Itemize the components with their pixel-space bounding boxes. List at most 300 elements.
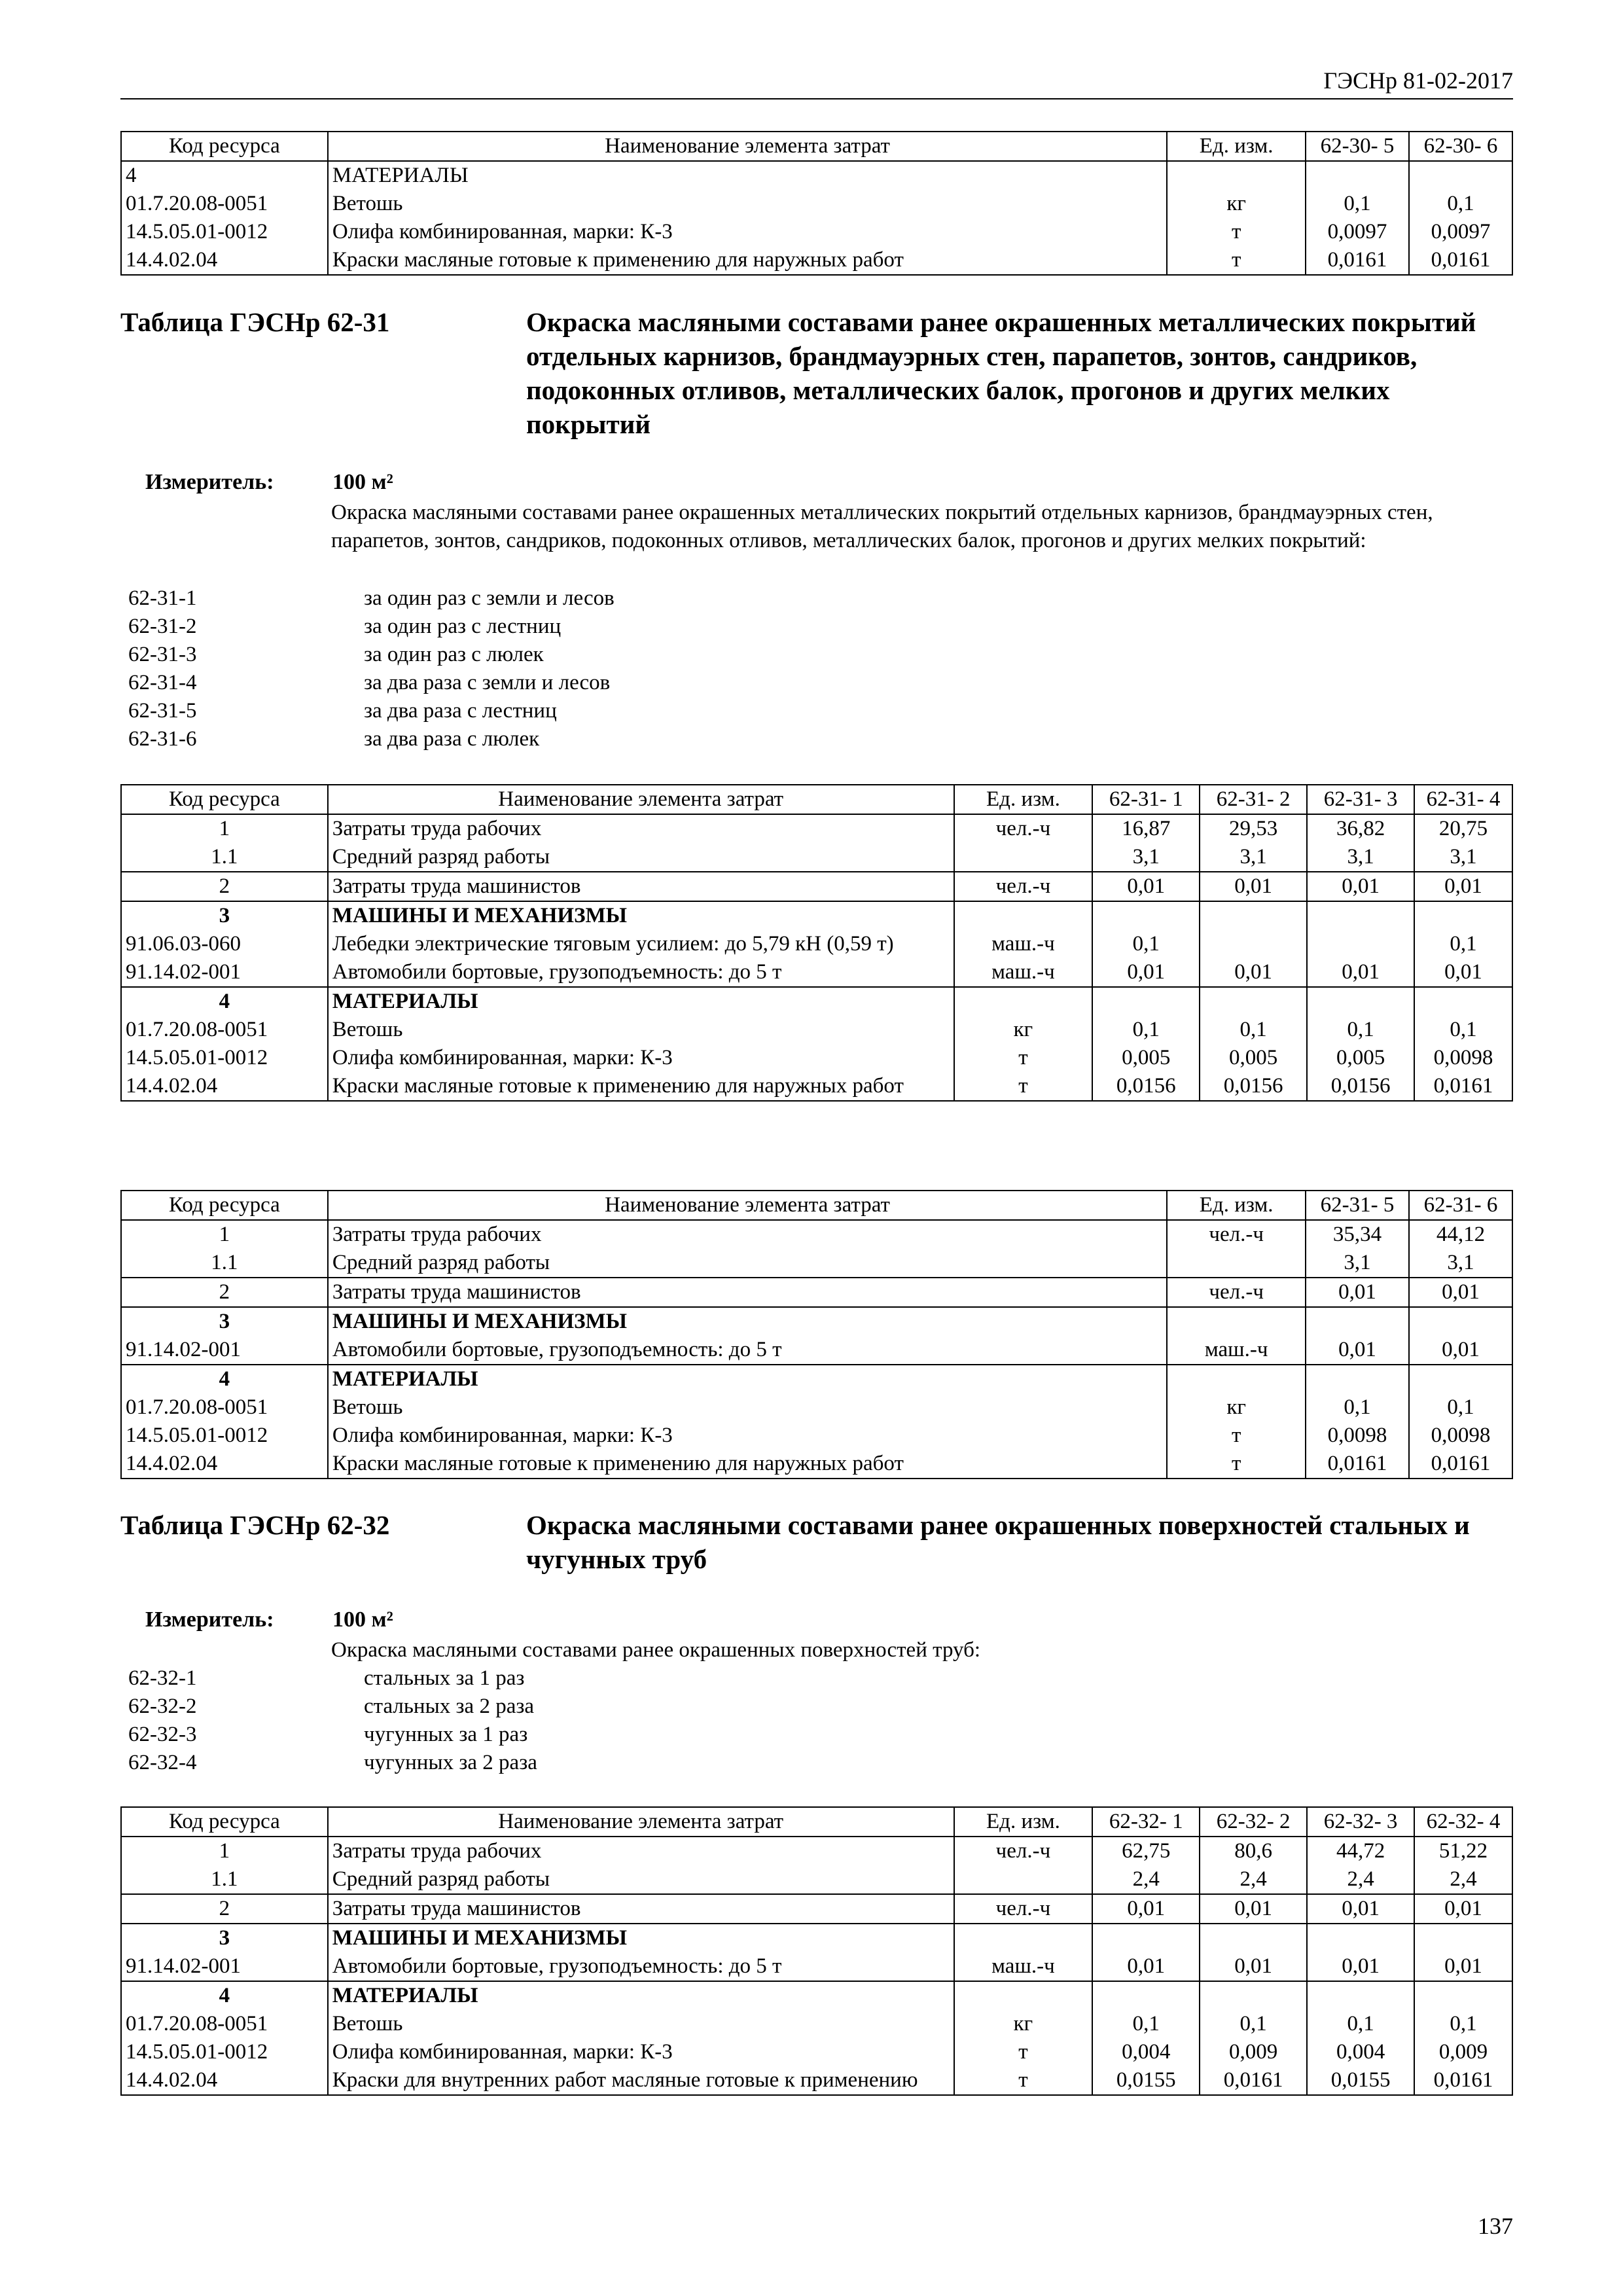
norm-value: 0,0161: [1200, 2066, 1307, 2095]
cost-element-name: Ветошь: [328, 1016, 954, 1044]
norm-value: [1306, 1307, 1409, 1336]
table-row: [121, 930, 1512, 958]
cost-element-name: Олифа комбинированная, марки: К-3: [328, 218, 1167, 246]
resource-code: 91.06.03-060: [121, 930, 328, 958]
cost-element-name: Автомобили бортовые, грузоподъемность: до 5 т: [328, 1336, 1167, 1365]
column-header: Код ресурса: [121, 1807, 328, 1837]
work-item-code: 62-31-6: [128, 727, 197, 751]
norm-value: [1306, 161, 1409, 190]
table-62-31-5-6: [120, 1190, 1513, 1479]
unit-of-measure: [1167, 161, 1306, 190]
table-row: [121, 218, 1512, 246]
norm-value: 0,1: [1307, 2010, 1414, 2038]
norm-value: 3,1: [1092, 843, 1200, 872]
unit-of-measure: [1167, 1307, 1306, 1336]
column-header: Код ресурса: [121, 785, 328, 814]
norm-value: [1307, 987, 1414, 1016]
work-item: [128, 725, 615, 753]
column-header: 62-30- 5: [1306, 132, 1409, 161]
unit-of-measure: [954, 1981, 1093, 2010]
norm-value: [1307, 1981, 1414, 2010]
resource-code: 1.1: [121, 1865, 328, 1894]
norm-value: 0,0097: [1306, 218, 1409, 246]
work-item-code: 62-32-3: [128, 1723, 197, 1746]
norm-value: 0,01: [1307, 1894, 1414, 1924]
norm-value: [1414, 901, 1512, 930]
norm-value: 0,01: [1306, 1278, 1409, 1307]
table-header-row: [121, 1807, 1512, 1837]
resource-code: 91.14.02-001: [121, 1336, 328, 1365]
unit-of-measure: кг: [1167, 190, 1306, 218]
column-header: 62-32- 1: [1092, 1807, 1200, 1837]
norm-value: 0,1: [1092, 930, 1200, 958]
norm-value: 0,1: [1306, 190, 1409, 218]
norm-value: [1414, 1924, 1512, 1952]
work-item: [128, 1664, 537, 1693]
resource-code: 14.4.02.04: [121, 1072, 328, 1101]
column-header: Ед. изм.: [954, 1807, 1093, 1837]
work-item: [128, 641, 615, 669]
norm-value: 2,4: [1092, 1865, 1200, 1894]
norm-value: 0,1: [1414, 1016, 1512, 1044]
norm-value: 0,1: [1200, 1016, 1307, 1044]
norm-value: [1307, 930, 1414, 958]
cost-element-name: Олифа комбинированная, марки: К-3: [328, 2038, 954, 2066]
resource-code: 4: [121, 1365, 328, 1393]
table-row: [121, 1336, 1512, 1365]
resource-code: 91.14.02-001: [121, 1952, 328, 1981]
norm-value: 29,53: [1200, 814, 1307, 843]
norm-value: 0,01: [1306, 1336, 1409, 1365]
norm-value: 0,009: [1200, 2038, 1307, 2066]
cost-element-name: Краски для внутренних работ масляные готовые к применению: [328, 2066, 954, 2095]
unit-of-measure: маш.-ч: [954, 1952, 1093, 1981]
table-header-row: [121, 1191, 1512, 1220]
norm-value: 0,0155: [1092, 2066, 1200, 2095]
resource-code: 4: [121, 987, 328, 1016]
norm-value: 0,01: [1409, 1278, 1512, 1307]
table-row: [121, 1393, 1512, 1422]
column-header: Наименование элемента затрат: [328, 1807, 954, 1837]
norm-value: 0,01: [1414, 872, 1512, 901]
work-item-text: стальных за 2 раза: [364, 1695, 535, 1718]
measure-description: Окраска масляными составами ранее окрашенных поверхностей труб:: [331, 1638, 981, 1662]
measure-description: Окраска масляными составами ранее окрашенных металлических покрытий отдельных карнизов, брандмауэрных стен, парапетов, зонтов, сандриков, подоконных отливов, металлических балок, прогонов и других мелких покрытий:: [331, 501, 1433, 552]
cost-element-name: Затраты труда рабочих: [328, 814, 954, 843]
column-header: 62-32- 2: [1200, 1807, 1307, 1837]
work-item: [128, 669, 615, 697]
table-row: [121, 1307, 1512, 1336]
table-row: [121, 814, 1512, 843]
cost-element-name: Средний разряд работы: [328, 1865, 954, 1894]
unit-of-measure: чел.-ч: [1167, 1278, 1306, 1307]
measure-label: Измеритель:: [145, 1607, 274, 1632]
work-item-code: 62-31-5: [128, 699, 197, 723]
norm-value: 51,22: [1414, 1837, 1512, 1865]
unit-of-measure: маш.-ч: [954, 930, 1093, 958]
norm-value: 0,005: [1307, 1044, 1414, 1072]
table-row: [121, 843, 1512, 872]
table-62-31-heading: Окраска масляными составами ранее окрашенных металлических покрытий отдельных карнизов, брандмауэрных стен, парапетов, зонтов, сандриков, подоконных отливов, металлических балок, прогонов и других мелких покрытий: [526, 307, 1476, 439]
cost-element-name: МАШИНЫ И МЕХАНИЗМЫ: [328, 1924, 954, 1952]
column-header: 62-32- 3: [1307, 1807, 1414, 1837]
norm-value: [1306, 1365, 1409, 1393]
unit-of-measure: [1167, 1365, 1306, 1393]
norm-value: 0,0098: [1414, 1044, 1512, 1072]
work-item: [128, 1721, 537, 1749]
norm-value: 44,12: [1409, 1220, 1512, 1249]
norm-value: 16,87: [1092, 814, 1200, 843]
cost-element-name: Затраты труда машинистов: [328, 1278, 1167, 1307]
cost-element-name: Краски масляные готовые к применению для наружных работ: [328, 1072, 954, 1101]
norm-value: [1414, 1981, 1512, 2010]
cost-element-name: Лебедки электрические тяговым усилием: до 5,79 кН (0,59 т): [328, 930, 954, 958]
cost-element-name: Затраты труда машинистов: [328, 872, 954, 901]
norm-value: [1200, 930, 1307, 958]
norm-value: 0,01: [1200, 958, 1307, 987]
unit-of-measure: маш.-ч: [954, 958, 1093, 987]
resource-code: 01.7.20.08-0051: [121, 1016, 328, 1044]
norm-value: 62,75: [1092, 1837, 1200, 1865]
norm-value: 35,34: [1306, 1220, 1409, 1249]
norm-value: 3,1: [1200, 843, 1307, 872]
cost-element-name: Ветошь: [328, 190, 1167, 218]
table-row: [121, 1016, 1512, 1044]
norm-value: 0,0097: [1409, 218, 1512, 246]
standard-code: ГЭСНр 81-02-2017: [1323, 67, 1513, 94]
table-row: [121, 2010, 1512, 2038]
norm-value: 0,1: [1414, 930, 1512, 958]
table-row: [121, 190, 1512, 218]
table-row: [121, 872, 1512, 901]
resource-code: 2: [121, 1278, 328, 1307]
work-items-list: [128, 1664, 537, 1777]
measure-label: Измеритель:: [145, 470, 274, 494]
unit-of-measure: чел.-ч: [954, 872, 1093, 901]
norm-value: 0,0161: [1409, 246, 1512, 275]
norm-value: 0,0156: [1200, 1072, 1307, 1101]
table-row: [121, 1924, 1512, 1952]
unit-of-measure: кг: [1167, 1393, 1306, 1422]
work-item-code: 62-31-3: [128, 643, 197, 666]
column-header: 62-31- 5: [1306, 1191, 1409, 1220]
cost-element-name: Затраты труда рабочих: [328, 1220, 1167, 1249]
norm-value: [1307, 901, 1414, 930]
cost-element-name: Ветошь: [328, 1393, 1167, 1422]
column-header: Код ресурса: [121, 1191, 328, 1220]
norm-value: 0,005: [1092, 1044, 1200, 1072]
table-62-31-title: Таблица ГЭСНр 62-31: [120, 307, 390, 337]
resource-code: 2: [121, 872, 328, 901]
table-row: [121, 2038, 1512, 2066]
norm-value: 0,1: [1200, 2010, 1307, 2038]
norm-value: 0,01: [1307, 872, 1414, 901]
table-row: [121, 1249, 1512, 1278]
norm-value: 0,0098: [1409, 1422, 1512, 1450]
table-row: [121, 1865, 1512, 1894]
table-row: [121, 1044, 1512, 1072]
work-item: [128, 1693, 537, 1721]
work-item-text: стальных за 1 раз: [364, 1666, 525, 1690]
norm-value: [1092, 901, 1200, 930]
norm-value: 0,01: [1307, 958, 1414, 987]
table-62-32: [120, 1806, 1513, 2096]
norm-value: 0,01: [1414, 958, 1512, 987]
resource-code: 1: [121, 1837, 328, 1865]
unit-of-measure: [954, 901, 1093, 930]
table-row: [121, 2066, 1512, 2095]
column-header: Наименование элемента затрат: [328, 785, 954, 814]
norm-value: 36,82: [1307, 814, 1414, 843]
cost-element-name: Затраты труда машинистов: [328, 1894, 954, 1924]
norm-value: 0,01: [1409, 1336, 1512, 1365]
work-item-text: за один раз с лестниц: [364, 615, 562, 638]
norm-value: 3,1: [1306, 1249, 1409, 1278]
norm-value: 3,1: [1307, 843, 1414, 872]
unit-of-measure: [954, 843, 1093, 872]
page-number: 137: [1478, 2213, 1513, 2239]
unit-of-measure: т: [954, 2038, 1093, 2066]
cost-element-name: Автомобили бортовые, грузоподъемность: до 5 т: [328, 958, 954, 987]
unit-of-measure: [1167, 1249, 1306, 1278]
resource-code: 91.14.02-001: [121, 958, 328, 987]
norm-value: [1414, 987, 1512, 1016]
norm-value: 0,0161: [1409, 1450, 1512, 1479]
norm-value: 0,01: [1307, 1952, 1414, 1981]
unit-of-measure: чел.-ч: [1167, 1220, 1306, 1249]
cost-element-name: Автомобили бортовые, грузоподъемность: до 5 т: [328, 1952, 954, 1981]
resource-code: 4: [121, 161, 328, 190]
norm-value: 2,4: [1414, 1865, 1512, 1894]
norm-value: 0,01: [1414, 1952, 1512, 1981]
norm-value: 0,01: [1200, 1894, 1307, 1924]
table-62-32-heading: Окраска масляными составами ранее окрашенных поверхностей стальных и чугунных труб: [526, 1510, 1470, 1574]
resource-code: 14.5.05.01-0012: [121, 1044, 328, 1072]
resource-code: 01.7.20.08-0051: [121, 2010, 328, 2038]
norm-value: 0,01: [1092, 1952, 1200, 1981]
norm-value: 0,009: [1414, 2038, 1512, 2066]
norm-value: [1200, 1924, 1307, 1952]
norm-value: 20,75: [1414, 814, 1512, 843]
norm-value: 0,0156: [1092, 1072, 1200, 1101]
unit-of-measure: кг: [954, 1016, 1093, 1044]
unit-of-measure: [954, 987, 1093, 1016]
work-item-text: за два раза с люлек: [364, 727, 540, 751]
norm-value: 0,01: [1200, 1952, 1307, 1981]
resource-code: 3: [121, 1307, 328, 1336]
page-header: [120, 64, 1513, 99]
cost-element-name: Затраты труда рабочих: [328, 1837, 954, 1865]
cost-element-name: МАТЕРИАЛЫ: [328, 987, 954, 1016]
column-header: Наименование элемента затрат: [328, 132, 1167, 161]
table-row: [121, 1952, 1512, 1981]
resource-code: 1.1: [121, 843, 328, 872]
norm-value: 80,6: [1200, 1837, 1307, 1865]
table-row: [121, 987, 1512, 1016]
table-row: [121, 161, 1512, 190]
resource-code: 14.5.05.01-0012: [121, 218, 328, 246]
cost-element-name: Средний разряд работы: [328, 1249, 1167, 1278]
table-row: [121, 1450, 1512, 1479]
unit-of-measure: [954, 1924, 1093, 1952]
work-items-list: [128, 584, 615, 753]
work-item: [128, 1749, 537, 1777]
resource-code: 14.5.05.01-0012: [121, 1422, 328, 1450]
norm-value: 0,0161: [1306, 1450, 1409, 1479]
norm-value: [1200, 987, 1307, 1016]
column-header: Ед. изм.: [1167, 1191, 1306, 1220]
table-row: [121, 246, 1512, 275]
norm-value: 0,0161: [1414, 2066, 1512, 2095]
table-row: [121, 1894, 1512, 1924]
table-row: [121, 1837, 1512, 1865]
column-header: Код ресурса: [121, 132, 328, 161]
unit-of-measure: т: [954, 1044, 1093, 1072]
resource-code: 3: [121, 901, 328, 930]
cost-element-name: МАШИНЫ И МЕХАНИЗМЫ: [328, 1307, 1167, 1336]
table-row: [121, 1072, 1512, 1101]
unit-of-measure: т: [1167, 246, 1306, 275]
resource-code: 01.7.20.08-0051: [121, 1393, 328, 1422]
norm-value: 44,72: [1307, 1837, 1414, 1865]
norm-value: 2,4: [1200, 1865, 1307, 1894]
unit-of-measure: чел.-ч: [954, 1837, 1093, 1865]
cost-element-name: Краски масляные готовые к применению для наружных работ: [328, 246, 1167, 275]
work-item-code: 62-32-1: [128, 1666, 197, 1690]
unit-of-measure: кг: [954, 2010, 1093, 2038]
table-row: [121, 1981, 1512, 2010]
cost-element-name: МАТЕРИАЛЫ: [328, 1981, 954, 2010]
column-header: 62-31- 2: [1200, 785, 1307, 814]
work-item-code: 62-31-2: [128, 615, 197, 638]
table-row: [121, 1278, 1512, 1307]
resource-code: 14.4.02.04: [121, 2066, 328, 2095]
norm-value: 0,0098: [1306, 1422, 1409, 1450]
work-item-text: чугунных за 1 раз: [364, 1723, 528, 1746]
table-header-row: [121, 785, 1512, 814]
norm-value: 0,1: [1307, 1016, 1414, 1044]
norm-value: 0,01: [1092, 1894, 1200, 1924]
norm-value: 0,0155: [1307, 2066, 1414, 2095]
resource-code: 14.5.05.01-0012: [121, 2038, 328, 2066]
table-62-31-1-4: [120, 784, 1513, 1102]
column-header: Наименование элемента затрат: [328, 1191, 1167, 1220]
resource-code: 3: [121, 1924, 328, 1952]
work-item-code: 62-31-1: [128, 586, 197, 610]
norm-value: 0,01: [1092, 958, 1200, 987]
cost-element-name: МАТЕРИАЛЫ: [328, 1365, 1167, 1393]
table-row: [121, 958, 1512, 987]
work-item: [128, 584, 615, 613]
column-header: Ед. изм.: [1167, 132, 1306, 161]
work-item-code: 62-32-4: [128, 1751, 197, 1774]
resource-code: 14.4.02.04: [121, 246, 328, 275]
table-row: [121, 1365, 1512, 1393]
norm-value: 3,1: [1409, 1249, 1512, 1278]
norm-value: 2,4: [1307, 1865, 1414, 1894]
resource-code: 14.4.02.04: [121, 1450, 328, 1479]
norm-value: 0,1: [1409, 190, 1512, 218]
resource-code: 1: [121, 814, 328, 843]
norm-value: [1092, 987, 1200, 1016]
cost-element-name: МАТЕРИАЛЫ: [328, 161, 1167, 190]
norm-value: [1092, 1981, 1200, 2010]
norm-value: 0,004: [1092, 2038, 1200, 2066]
resource-code: 1: [121, 1220, 328, 1249]
unit-of-measure: т: [954, 2066, 1093, 2095]
norm-value: 0,01: [1414, 1894, 1512, 1924]
norm-value: 0,1: [1092, 2010, 1200, 2038]
norm-value: 0,1: [1414, 2010, 1512, 2038]
work-item-text: за один раз с земли и лесов: [364, 586, 615, 610]
work-item-text: за два раза с лестниц: [364, 699, 557, 723]
measure-unit: 100 м²: [332, 470, 393, 494]
resource-code: 01.7.20.08-0051: [121, 190, 328, 218]
norm-value: 0,01: [1200, 872, 1307, 901]
norm-value: [1200, 901, 1307, 930]
table-row: [121, 1422, 1512, 1450]
norm-value: 0,1: [1092, 1016, 1200, 1044]
cost-element-name: Средний разряд работы: [328, 843, 954, 872]
cost-element-name: Олифа комбинированная, марки: К-3: [328, 1422, 1167, 1450]
resource-code: 2: [121, 1894, 328, 1924]
table-row: [121, 1220, 1512, 1249]
norm-value: 0,0156: [1307, 1072, 1414, 1101]
norm-value: [1409, 161, 1512, 190]
norm-value: [1092, 1924, 1200, 1952]
norm-value: 3,1: [1414, 843, 1512, 872]
work-item-code: 62-32-2: [128, 1695, 197, 1718]
column-header: 62-31- 3: [1307, 785, 1414, 814]
norm-value: [1200, 1981, 1307, 2010]
cost-element-name: Ветошь: [328, 2010, 954, 2038]
resource-code: 4: [121, 1981, 328, 2010]
norm-value: 0,004: [1307, 2038, 1414, 2066]
work-item-text: за один раз с люлек: [364, 643, 544, 666]
norm-value: 0,0161: [1414, 1072, 1512, 1101]
norm-value: 0,0161: [1306, 246, 1409, 275]
unit-of-measure: маш.-ч: [1167, 1336, 1306, 1365]
table-62-30-continuation: [120, 131, 1513, 276]
unit-of-measure: чел.-ч: [954, 1894, 1093, 1924]
unit-of-measure: [954, 1865, 1093, 1894]
cost-element-name: Олифа комбинированная, марки: К-3: [328, 1044, 954, 1072]
unit-of-measure: т: [1167, 1450, 1306, 1479]
unit-of-measure: т: [954, 1072, 1093, 1101]
norm-value: 0,1: [1306, 1393, 1409, 1422]
column-header: 62-31- 1: [1092, 785, 1200, 814]
norm-value: 0,005: [1200, 1044, 1307, 1072]
unit-of-measure: т: [1167, 218, 1306, 246]
resource-code: 1.1: [121, 1249, 328, 1278]
norm-value: [1307, 1924, 1414, 1952]
table-header-row: [121, 132, 1512, 161]
norm-value: 0,01: [1092, 872, 1200, 901]
unit-of-measure: т: [1167, 1422, 1306, 1450]
norm-value: 0,1: [1409, 1393, 1512, 1422]
column-header: 62-30- 6: [1409, 132, 1512, 161]
cost-element-name: МАШИНЫ И МЕХАНИЗМЫ: [328, 901, 954, 930]
work-item-text: чугунных за 2 раза: [364, 1751, 537, 1774]
column-header: 62-31- 4: [1414, 785, 1512, 814]
cost-element-name: Краски масляные готовые к применению для наружных работ: [328, 1450, 1167, 1479]
work-item: [128, 697, 615, 725]
table-62-32-title: Таблица ГЭСНр 62-32: [120, 1510, 390, 1540]
measure-unit: 100 м²: [332, 1607, 393, 1632]
column-header: Ед. изм.: [954, 785, 1093, 814]
table-row: [121, 901, 1512, 930]
unit-of-measure: чел.-ч: [954, 814, 1093, 843]
